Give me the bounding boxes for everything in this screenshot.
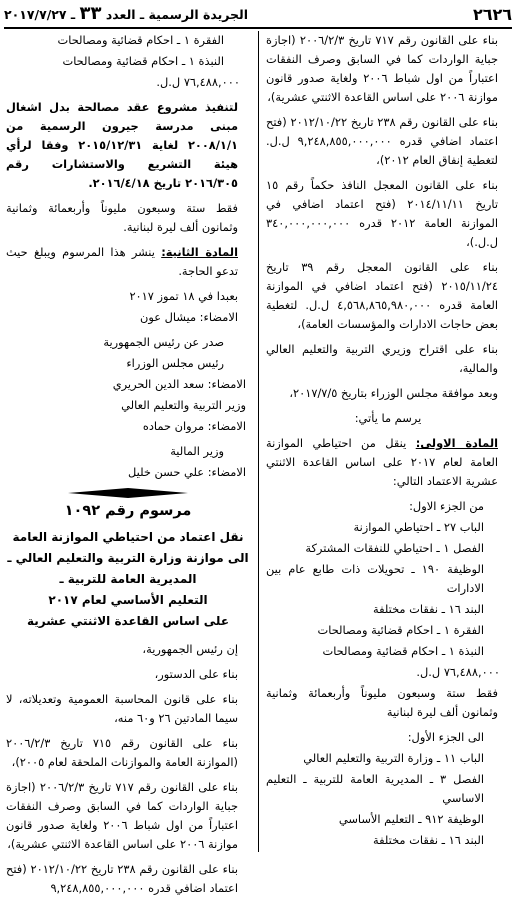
legal-basis-law-238: بناء على القانون رقم ٢٣٨ تاريخ ٢٠١٢/١٠/٢٢ (فتح اعتماد اضافي قدره ٩,٢٤٨,٨٥٥,٠٠٠,٠٠٠ ل.ل. لتغطية إنفاق العام ٢٠١٢)، (266, 115, 499, 167)
decree-title: مرسوم رقم ١٠٩٢ (64, 503, 192, 519)
column-divider (258, 31, 259, 852)
decree-subject-line-1: نقل اعتماد من احتياطي الموازنة العامة (12, 530, 244, 544)
paragraph-1: الفقرة ١ ـ احكام قضائية ومصالحات (317, 623, 484, 637)
amount-in-words: فقط ستة وسبعون مليوناً وأربعمائة وثمانية وثمانون ألف ليرة لبنانية (266, 686, 498, 719)
signature-finance: الامضاء: علي حسن خليل (128, 465, 246, 479)
education-minister: وزير التربية والتعليم العالي (121, 398, 246, 412)
decree-subject-line-2: الى موازنة وزارة التربية والتعليم العالي ـ (7, 551, 249, 565)
decrees-following: يرسم ما يأتي: (354, 411, 422, 425)
president-intro: إن رئيس الجمهورية، (142, 642, 238, 656)
signature-education: الامضاء: مروان حماده (142, 419, 246, 433)
gazette-issue-info: الجريدة الرسمية ـ العدد ٣٣ ـ ٢٠١٧/٧/٢٧ (4, 3, 249, 24)
legal-basis-law-717: بناء على القانون رقم ٧١٧ تاريخ ٢٠٠٦/٢/٣ (اجازة جباية الواردات كما في السابق وصرف النفقات اعتباراً من اول شباط ٢٠٠٦ ولغاية صدور قانون موازنة ٢٠٠٦ على اساس القاعدة الاثنتي عشرية)، (266, 33, 499, 104)
paragraph-1: الفقرة ١ ـ احكام قضائية ومصالحات (57, 33, 224, 47)
item-16: البند ١٦ ـ نفقات مختلفة (373, 602, 484, 616)
separator-ornament (68, 488, 188, 498)
article-one (266, 434, 510, 491)
article-two-label: المادة الثانية: (161, 245, 238, 259)
article-one-text: ينقل من احتياطي الموازنة العامة لعام ٢٠١٧ على اساس القاعدة الاثنتي عشرية الاعتماد التالي: (266, 436, 498, 488)
article-two-text: ينشر هذا المرسوم ويبلغ حيث تدعو الحاجة. (6, 245, 238, 278)
signature-pm: الامضاء: سعد الدين الحريري (112, 377, 246, 391)
page-number: ٢٦٢٦ (472, 5, 512, 24)
page-header (4, 2, 512, 26)
article-two (6, 243, 250, 281)
amount: ٧٦,٤٨٨,٠٠٠ ل.ل. (416, 665, 500, 679)
signature-president: الامضاء: ميشال عون (139, 310, 238, 324)
from-part: من الجزء الاول: (409, 499, 484, 513)
function-912: الوظيفة ٩١٢ ـ التعليم الأساسي (338, 812, 484, 826)
item-16-b: البند ١٦ ـ نفقات مختلفة (373, 833, 484, 847)
clause-1: النبذة ١ ـ احكام قضائية ومصالحات (62, 54, 224, 68)
gazette-name: الجريدة الرسمية ـ العدد (105, 7, 249, 22)
clause-1: النبذة ١ ـ احكام قضائية ومصالحات (322, 644, 484, 658)
purpose: لتنفيذ مشروع عقد مصالحة بدل اشغال مبنى مدرسة جيرون الرسمية من ٢٠٠٨/١/١ لغاية ٢٠١٥/١٢/٣١ وفقا لرأي هيئة التشريع والاستشارات رقم ٢٠١٦/٣٠٥ تاريخ ٢٠١٦/٤/١٨. (6, 100, 238, 190)
left-column (6, 31, 250, 895)
legal-basis-law-715: بناء على القانون رقم ٧١٥ تاريخ ٢٠٠٦/٢/٣ (الموازنة العامة والموازنات الملحقة لعام ٢٠٠٥)، (6, 736, 238, 769)
chapter-27: الباب ٢٧ ـ احتياطي الموازنة (353, 520, 484, 534)
to-part: الى الجزء الأول: (407, 730, 484, 744)
right-column (266, 31, 510, 856)
chapter-11: الباب ١١ ـ وزارة التربية والتعليم العالي (303, 751, 484, 765)
issue-date: ٢٠١٧/٧/٢٧ (4, 7, 67, 22)
legal-basis-law-717: بناء على القانون رقم ٧١٧ تاريخ ٢٠٠٦/٢/٣ (اجازة جباية الواردات كما في السابق وصرف النفقات اعتباراً من اول شباط ٢٠٠٦ ولغاية صدور قانون موازنة ٢٠٠٦ على اساس القاعدة الاثنتي عشرية)، (6, 780, 239, 851)
function-190: الوظيفة ١٩٠ ـ تحويلات ذات طابع عام بين الادارات (266, 562, 484, 595)
legal-basis-law-39: بناء على القانون المعجل رقم ٣٩ تاريخ ٢٠١٥/١١/٢٤ (فتح اعتماد اضافي في الموازنة العامة قدره ٤,٥٦٨,٨٦٥,٩٨٠,٠٠٠ ل.ل. لتغطية بعض حاجات الادارات والمؤسسات العامة)، (266, 260, 498, 331)
decree-subject (6, 527, 250, 632)
baabda-date: بعبدا في ١٨ تموز ٢٠١٧ (129, 289, 238, 303)
amount: ٧٦,٤٨٨,٠٠٠ ل.ل. (156, 75, 240, 89)
decree-separator (6, 488, 250, 498)
finance-minister: وزير المالية (170, 444, 224, 458)
legal-basis-constitution: بناء على الدستور، (154, 667, 238, 681)
amount-in-words: فقط ستة وسبعون مليوناً وأربعمائة وثمانية وثمانون ألف ليرة لبنانية. (6, 201, 238, 234)
section-1: الفصل ١ ـ احتياطي للنفقات المشتركة (305, 541, 484, 555)
ministers-proposal: بناء على اقتراح وزيري التربية والتعليم العالي والمالية، (266, 342, 498, 375)
article-one-label: المادة الاولى: (415, 436, 498, 450)
council-approval: وبعد موافقة مجلس الوزراء بتاريخ ٢٠١٧/٧/٥، (289, 386, 498, 400)
legal-basis-law-238: بناء على القانون رقم ٢٣٨ تاريخ ٢٠١٢/١٠/٢٢ (فتح اعتماد اضافي قدره ٩,٢٤٨,٨٥٥,٠٠٠,٠٠٠ (6, 862, 239, 895)
header-rule (4, 27, 512, 29)
section-3: الفصل ٣ ـ المديرية العامة للتربية ـ التعليم الاساسي (266, 772, 484, 805)
issue-number: ٣٣ (79, 3, 102, 24)
legal-basis-accounting: بناء على قانون المحاسبة العمومية وتعديلاته، لا سيما المادتين ٢٦ و٦٠ منه، (6, 692, 238, 725)
decree-subject-line-4: التعليم الأساسي لعام ٢٠١٧ (48, 593, 208, 607)
decree-subject-line-3: المديرية العامة للتربية ـ (59, 572, 197, 586)
legal-basis-law-15: بناء على القانون المعجل النافذ حكماً رقم ١٥ تاريخ ٢٠١٤/١١/١١ (فتح اعتماد اضافي في الموازنة العامة ٢٠١٢ قدره ٣٤٠,٠٠٠,٠٠٠,٠٠٠ ل.ل.)، (266, 178, 499, 249)
decree-subject-line-5: على اساس القاعدة الاثنتي عشرية (26, 614, 230, 628)
issued-by: صدر عن رئيس الجمهورية (103, 335, 224, 349)
pm-title: رئيس مجلس الوزراء (126, 356, 224, 370)
